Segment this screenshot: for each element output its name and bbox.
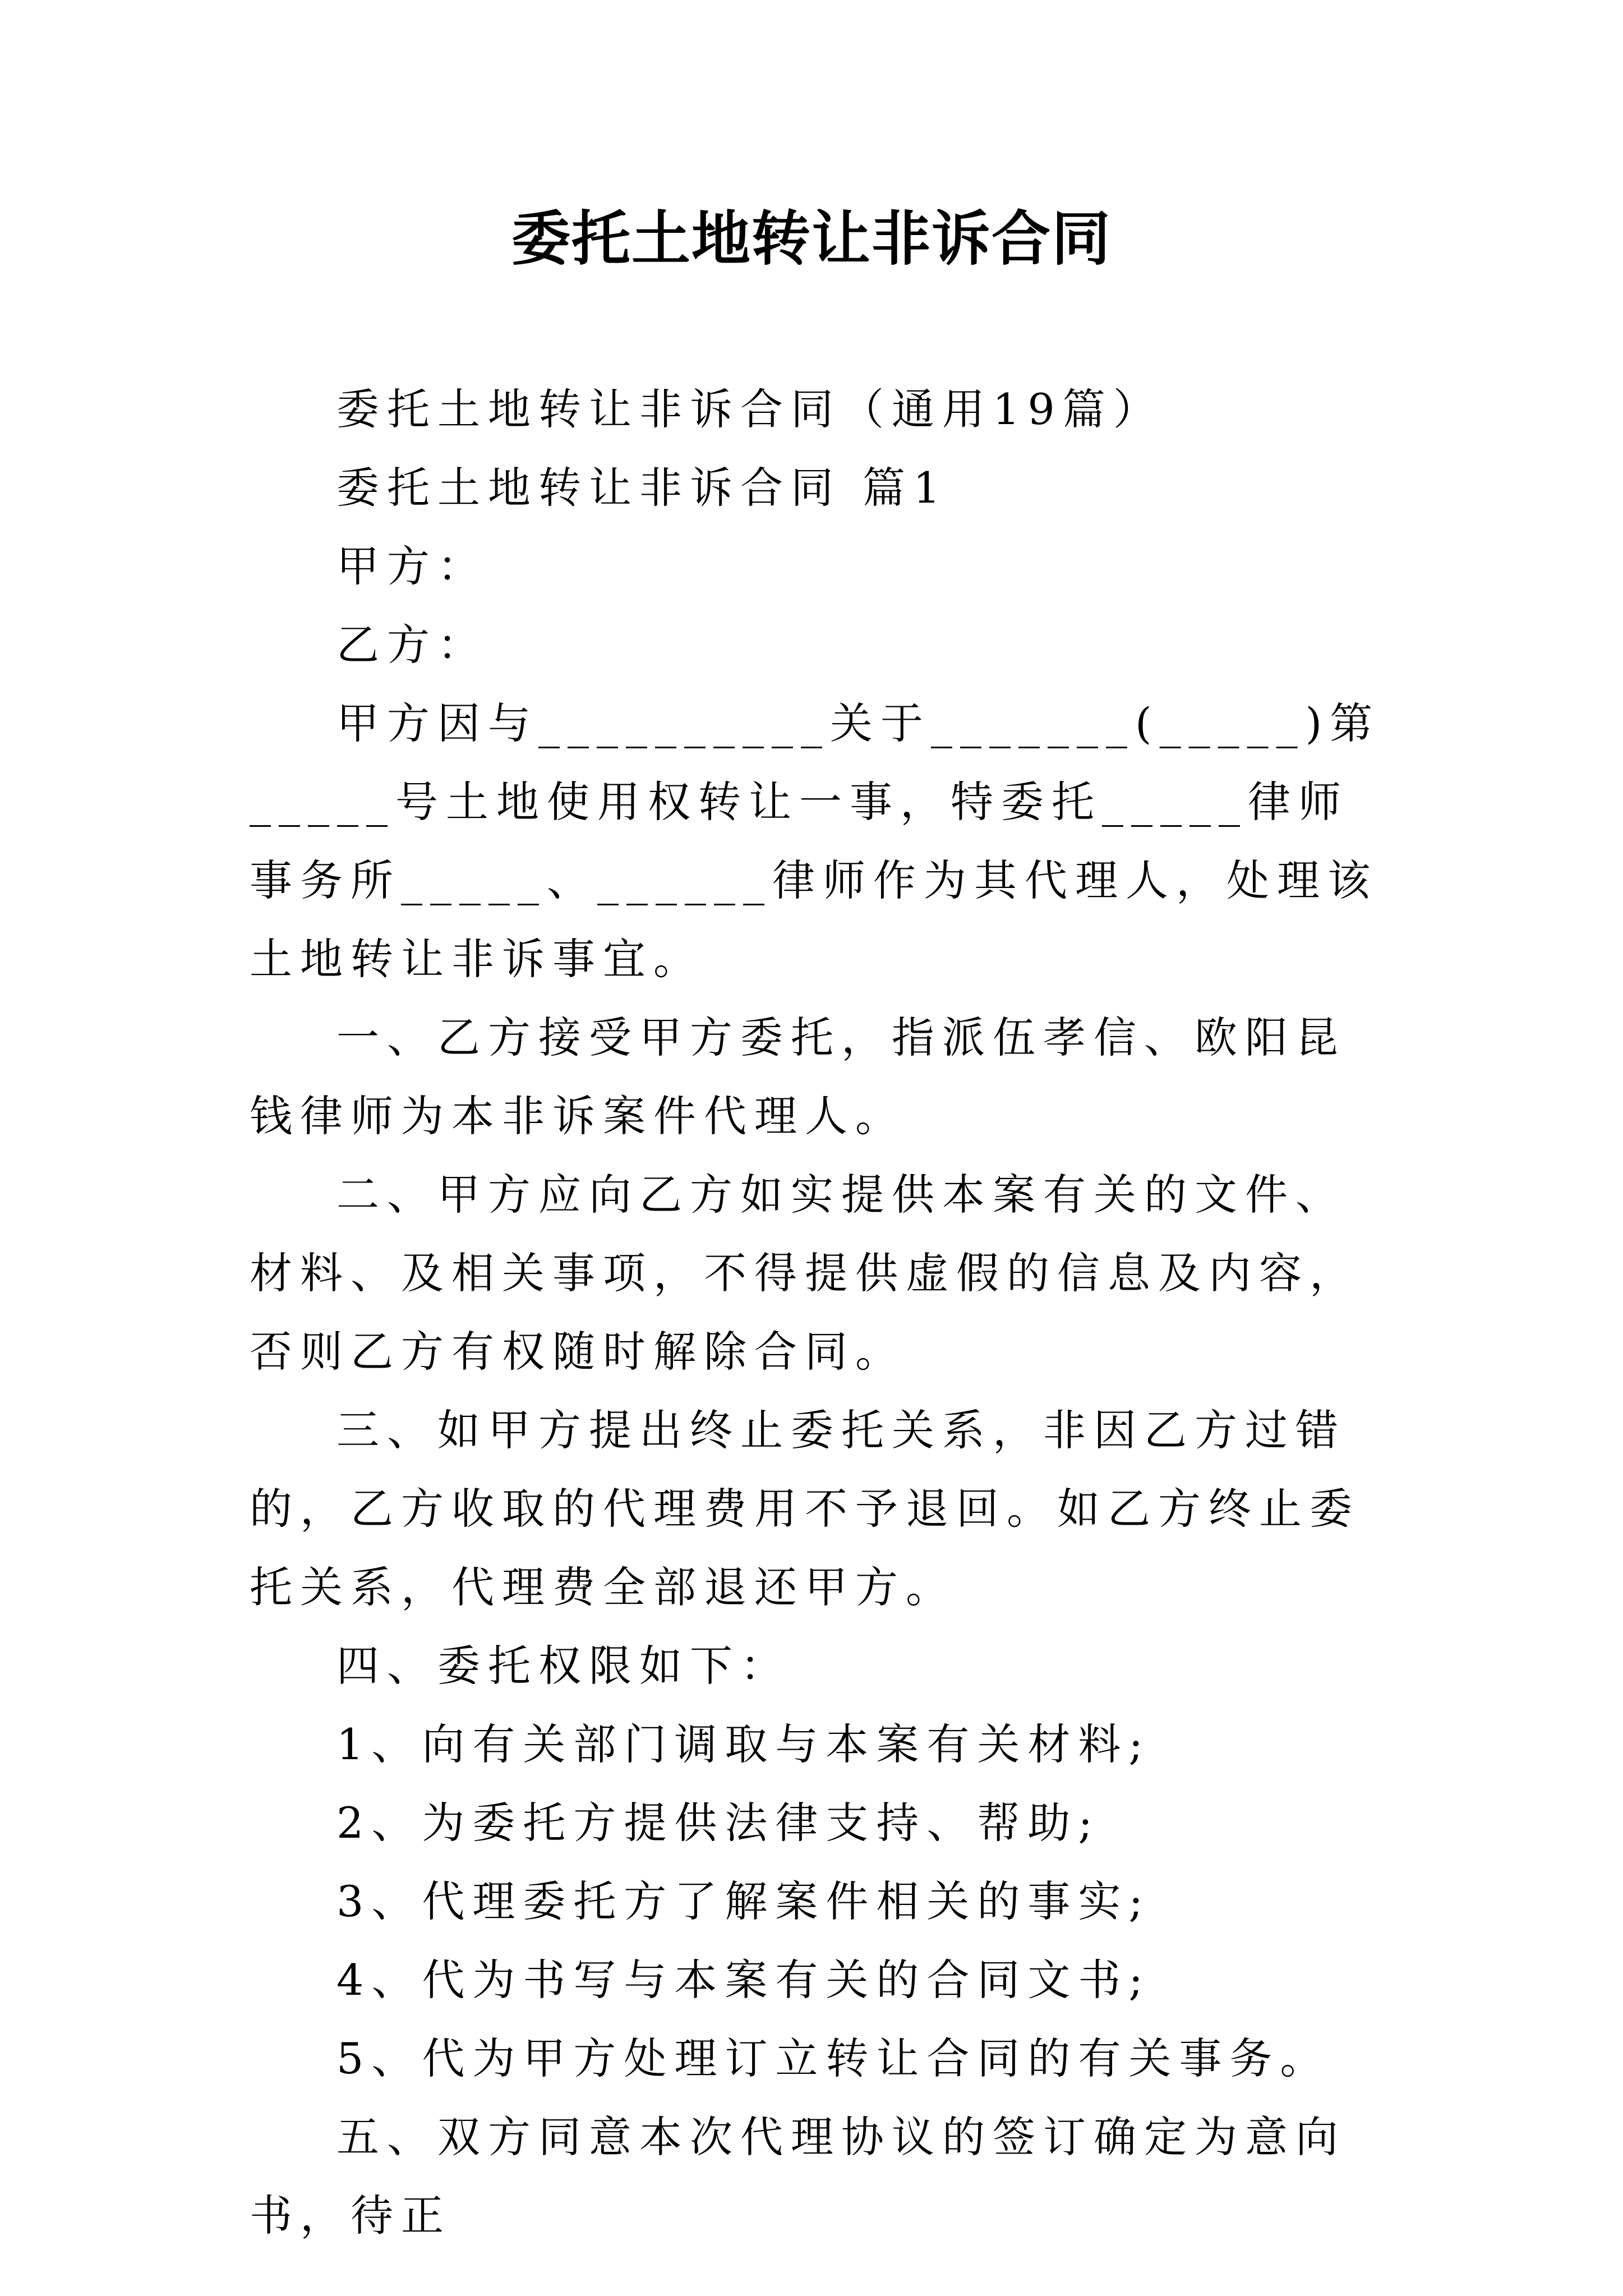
paragraph-clause-4: 四、委托权限如下： — [336, 1641, 791, 1691]
paragraph-item-2: 2、为委托方提供法律支持、帮助; — [336, 1798, 1100, 1848]
paragraph-clause-3: 三、如甲方提出终止委托关系，非因乙方过错的，乙方收取的代理费用不予退回。如乙方终止委托关系，代理费全部退还甲方。 — [250, 1405, 1360, 1612]
paragraph-subtitle: 委托土地转让非诉合同（通用19篇） — [336, 384, 1164, 434]
paragraph-item-4: 4、代为书写与本案有关的合同文书; — [336, 1955, 1151, 2005]
document-body — [250, 370, 1382, 2255]
paragraph-item-3: 3、代理委托方了解案件相关的事实; — [336, 1876, 1151, 1926]
paragraph-clause-1: 一、乙方接受甲方委托，指派伍孝信、欧阳昆钱律师为本非诉案件代理人。 — [250, 1013, 1346, 1141]
paragraph-entrustment: 甲方因与__________关于_______(_____)第_____号土地使用权转让一事，特委托_____律师事务所_____、______律师作为其代理人，处理该土地转让非诉事宜。 — [250, 698, 1381, 984]
document-title: 委托土地转让非诉合同 — [511, 204, 1112, 273]
paragraph-item-5: 5、代为甲方处理订立转让合同的有关事务。 — [336, 2033, 1331, 2083]
paragraph-section-heading: 委托土地转让非诉合同 篇1 — [336, 463, 948, 513]
paragraph-clause-5: 五、双方同意本次代理协议的签订确定为意向书，待正 — [250, 2112, 1346, 2240]
paragraph-party-b: 乙方： — [336, 620, 488, 670]
paragraph-party-a: 甲方： — [336, 541, 488, 591]
paragraph-item-1: 1、向有关部门调取与本案有关材料; — [336, 1719, 1151, 1769]
paragraph-clause-2: 二、甲方应向乙方如实提供本案有关的文件、材料、及相关事项，不得提供虚假的信息及内容，否则乙方有权随时解除合同。 — [250, 1170, 1360, 1377]
